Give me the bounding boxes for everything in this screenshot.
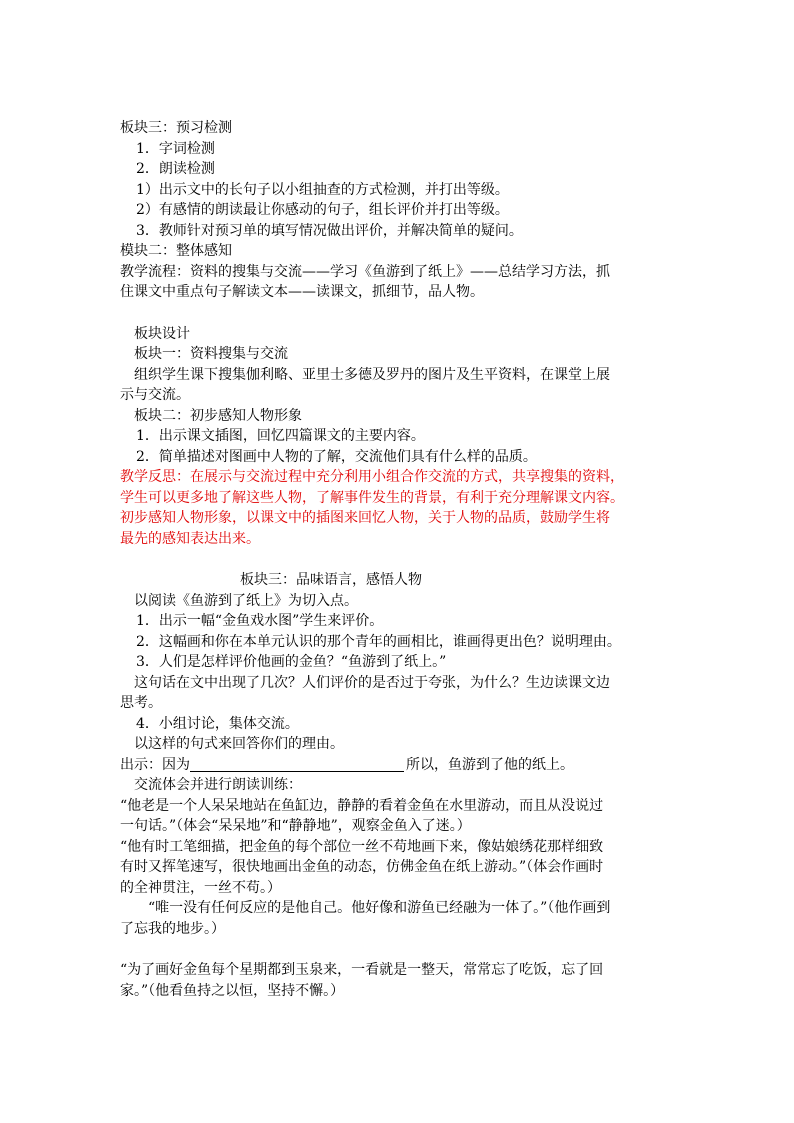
reflection-line: 最先的感知表达出来。: [120, 530, 260, 547]
question-text: 这句话在文中出现了几次？人们评价的是否过于夸张，为什么？生边读课文边: [134, 674, 610, 691]
pattern-text: 以这样的句式来回答你们的理由。: [134, 736, 344, 752]
list-item: 2．朗读检测: [136, 161, 215, 177]
spacer: [120, 303, 680, 324]
section3-title: 板块三：预习检测: [120, 120, 232, 136]
reflection-line: 教学反思：在展示与交流过程中充分利用小组合作交流的方式，共享搜集的资料，: [120, 469, 624, 485]
block3-intro: 以阅读《鱼游到了纸上》为切入点。: [134, 592, 358, 609]
list-item: 1．字词检测: [136, 140, 215, 157]
block2-title: 板块二：初步感知人物形象: [134, 407, 302, 424]
show-prefix: 出示：因为: [120, 756, 190, 773]
show-sentence: [120, 755, 680, 776]
list-item: 3．教师针对预习单的填写情况做出评价，并解决简单的疑问。: [136, 222, 523, 239]
question-text: 思考。: [120, 695, 162, 711]
quote-line: 家。”（他看鱼持之以恒，坚持不懈。）: [120, 982, 345, 999]
list-item: 1．出示课文插图，回忆四篇课文的主要内容。: [136, 428, 425, 444]
block1-text: 示与交流。: [120, 387, 190, 403]
quote-line: “唯一没有任何反应的是他自己。他好像和游鱼已经融为一体了。”（他作画到: [148, 900, 611, 916]
flow-line: 教学流程：资料的搜集与交流——学习《鱼游到了纸上》——总结学习方法，抓: [120, 263, 610, 280]
quote-line: 了忘我的地步。）: [120, 920, 225, 937]
spacer: [120, 939, 680, 960]
list-item: 2．简单描述对图画中人物的了解，交流他们具有什么样的品质。: [136, 448, 537, 465]
exchange-text: 交流体会并进行朗读训练：: [134, 777, 302, 793]
list-item: 4．小组讨论，集体交流。: [136, 715, 299, 732]
quote-line: “为了画好金鱼每个星期都到玉泉来，一看就是一整天，常常忘了吃饭，忘了回: [120, 962, 604, 978]
list-item: 3．人们是怎样评价他画的金鱼？“鱼游到了纸上。”: [136, 654, 447, 670]
module2-title: 模块二：整体感知: [120, 243, 232, 259]
list-item: 1．出示一幅“金鱼戏水图”学生来评价。: [136, 613, 384, 629]
block1-title: 板块一：资料搜集与交流: [134, 346, 288, 362]
design-title: 板块设计: [134, 325, 190, 342]
list-item: 2．这幅画和你在本单元认识的那个青年的画相比，谁画得更出色？说明理由。: [136, 633, 621, 650]
quote-line: “他老是一个人呆呆地站在鱼缸边，静静的看着金鱼在水里游动，而且从没说过: [120, 797, 604, 814]
reflection-line: 初步感知人物形象，以课文中的插图来回忆人物，关于人物的品质，鼓励学生将: [120, 510, 610, 526]
list-item: 2）有感情的朗读最让你感动的句子，组长评价并打出等级。: [136, 202, 509, 218]
fill-blank-line: [190, 757, 404, 772]
quote-line: 的全神贯注，一丝不苟。）: [120, 879, 281, 896]
quote-line: 一句话。”（体会“呆呆地”和“静静地”，观察金鱼入了迷。）: [120, 818, 471, 834]
reflection-line: 学生可以更多地了解这些人物，了解事件发生的背景，有利于充分理解课文内容。: [120, 489, 624, 506]
document-page: [120, 118, 680, 1001]
list-item: 1）出示文中的长句子以小组抽查的方式检测，并打出等级。: [136, 181, 509, 198]
spacer: [120, 549, 680, 570]
flow-line: 住课文中重点句子解读文本——读课文，抓细节，品人物。: [120, 284, 484, 300]
quote-line: 有时又挥笔速写，很快地画出金鱼的动态，仿佛金鱼在纸上游动。”（体会作画时: [120, 859, 604, 875]
quote-line: “他有时工笔细描，把金鱼的每个部位一丝不苟地画下来，像姑娘绣花那样细致: [120, 838, 604, 855]
block3-title: 板块三：品味语言，感悟人物: [240, 572, 422, 588]
show-suffix: 所以，鱼游到了他的纸上。: [406, 756, 574, 773]
block1-text: 组织学生课下搜集伽利略、亚里士多德及罗丹的图片及生平资料，在课堂上展: [134, 366, 610, 383]
